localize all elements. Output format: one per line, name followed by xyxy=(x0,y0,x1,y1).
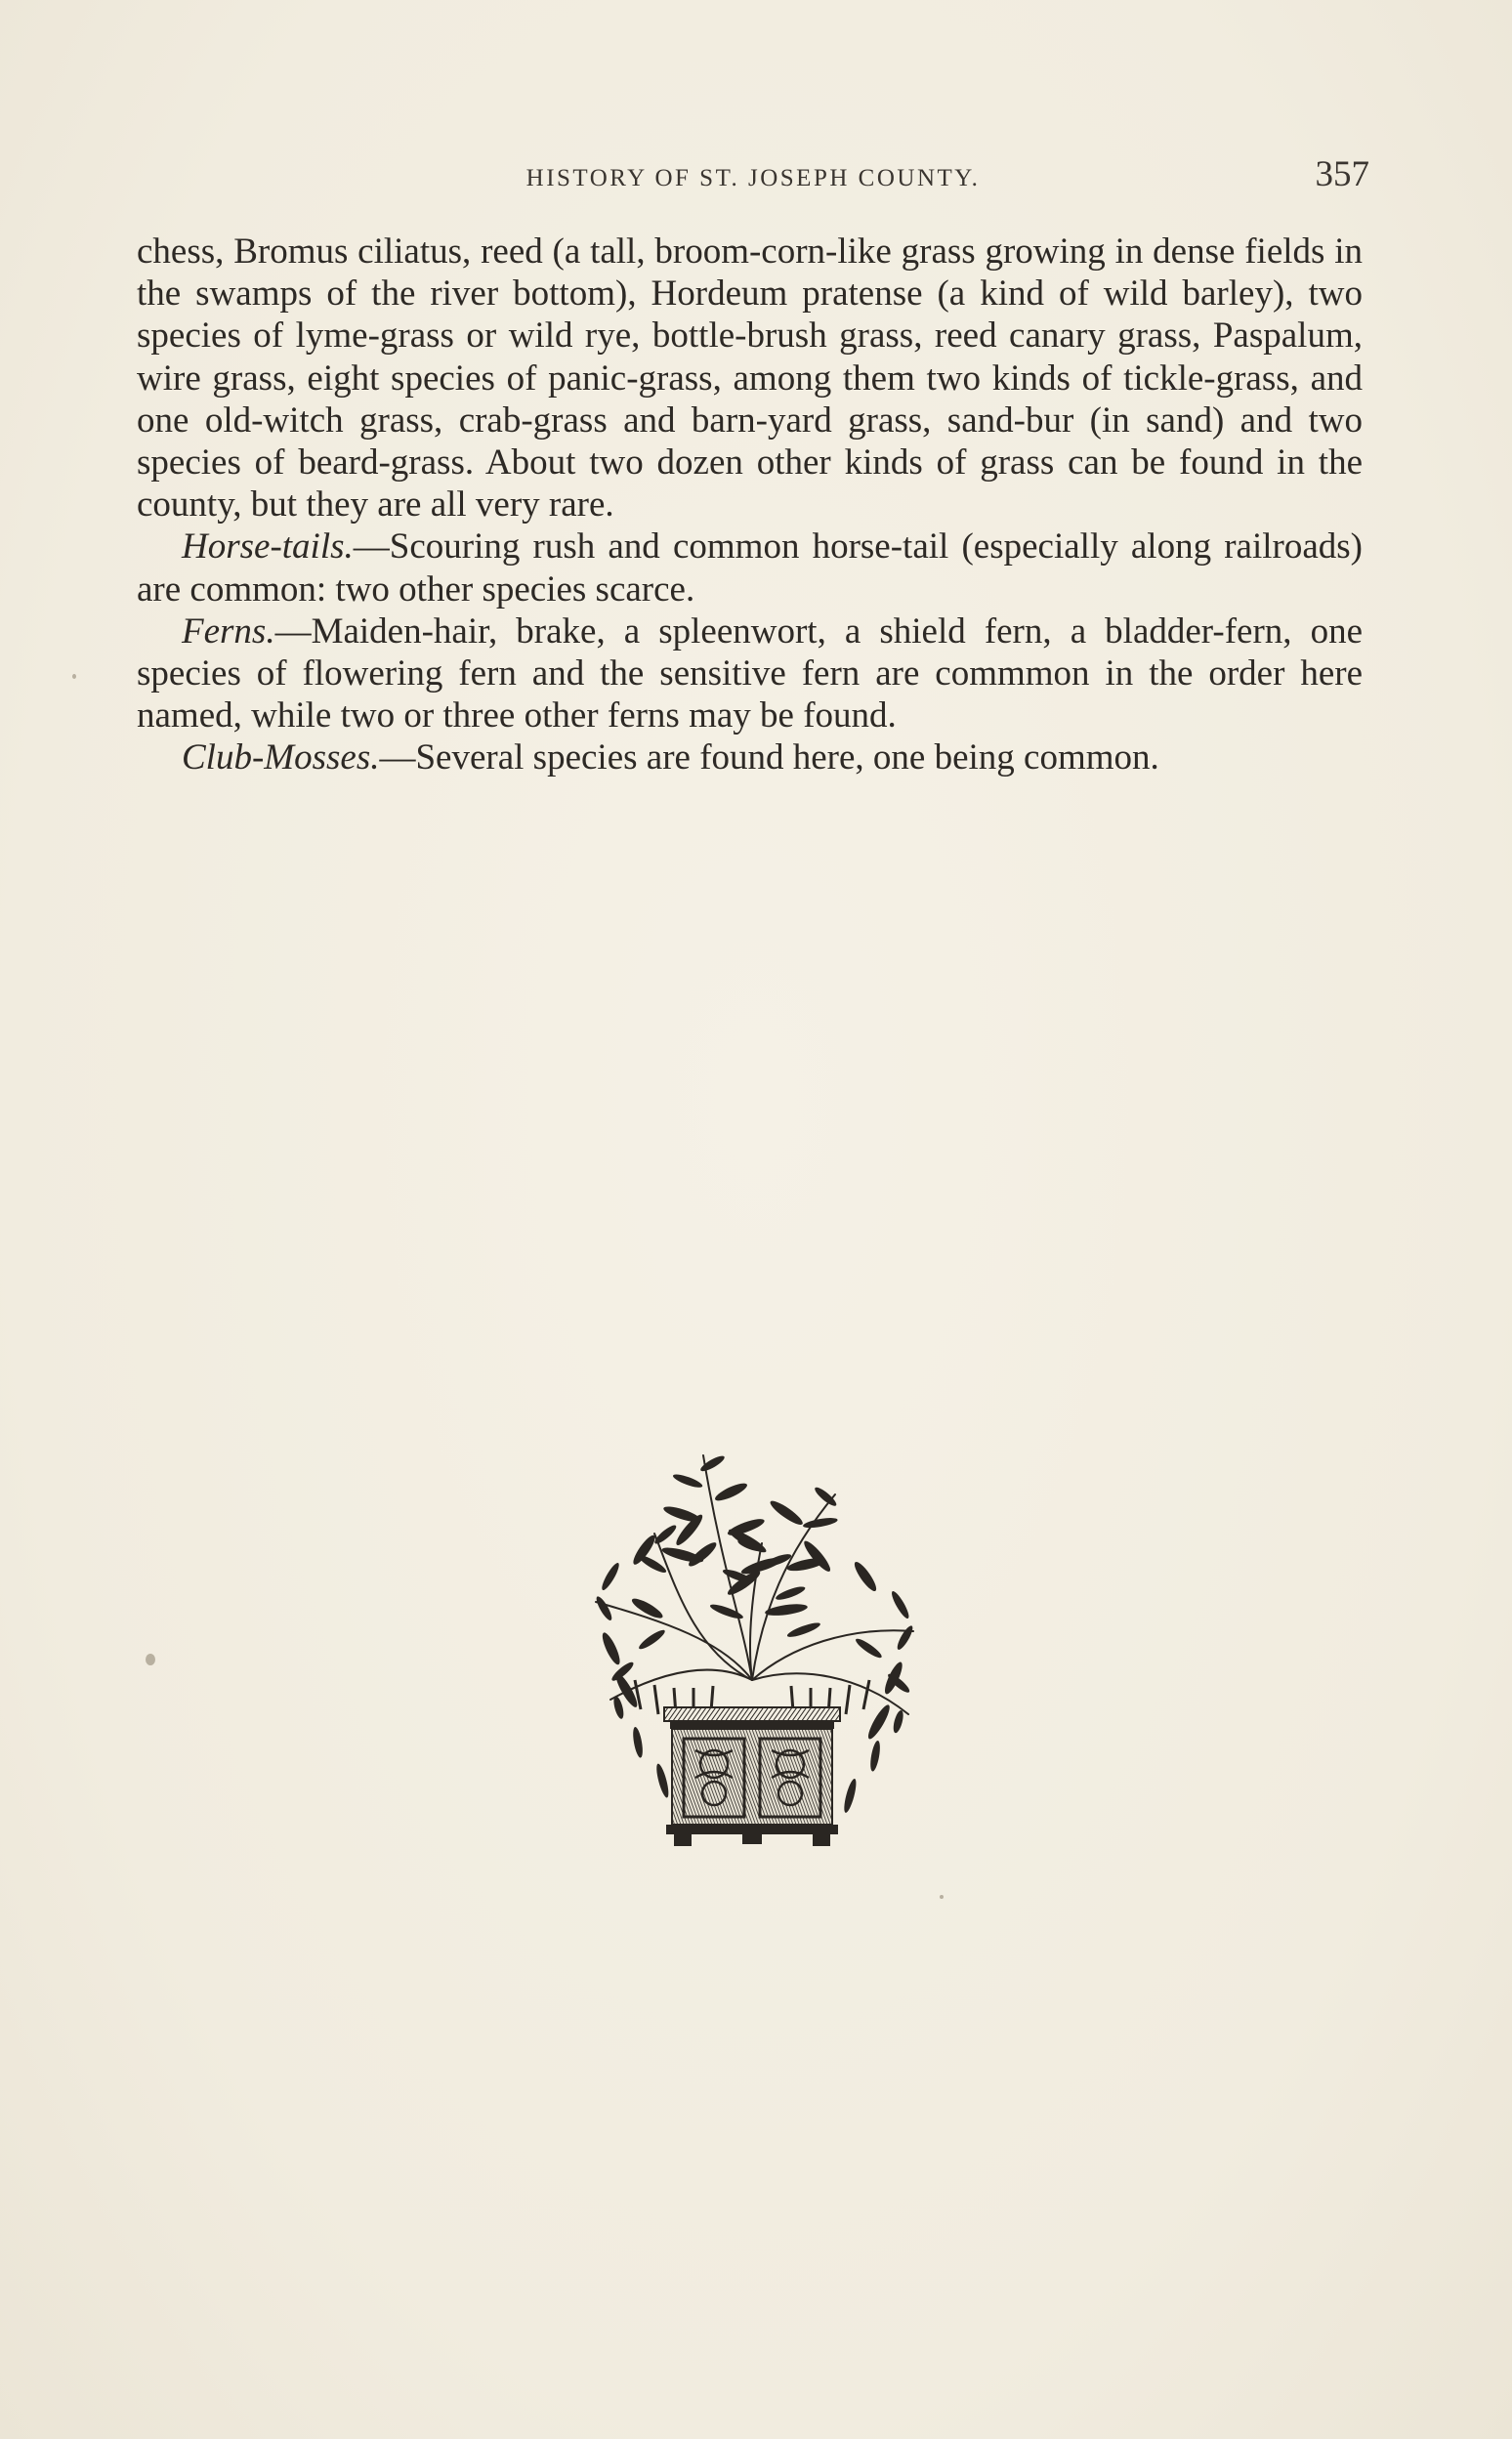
horse-tails-text: —Scouring rush and common horse-tail (especially along railroads) are common: two other species scarce. xyxy=(137,526,1363,610)
potted-fern-engraving-icon xyxy=(576,1436,928,1856)
paragraph-grasses-text: chess, Bromus ciliatus, reed (a tall, broom-corn-like grass growing in dense fields in the swamps of the river bottom), Hordeum pratense (a kind of wild barley), two species of lyme-grass or wild rye, bottle-brush grass, reed canary grass, Paspalum, wire grass, eight species of panic-grass, among them two kinds of tickle-grass, and one old-witch grass, crab-grass and barn-yard grass, sand-bur (in sand) and two species of beard-grass. About two dozen other kinds of grass can be found in the county, but they are all very rare. xyxy=(137,231,1363,526)
page-number: 357 xyxy=(1315,154,1369,194)
ferns-heading: Ferns. xyxy=(182,610,275,652)
body-text xyxy=(137,231,1363,779)
running-title: HISTORY OF ST. JOSEPH COUNTY. xyxy=(525,165,981,191)
paragraph-club-mosses xyxy=(137,736,1363,778)
paper-speck xyxy=(146,1654,155,1665)
paragraph-grasses xyxy=(137,231,1363,526)
club-mosses-text: —Several species are found here, one being common. xyxy=(379,737,1159,778)
paper-speck xyxy=(940,1895,944,1899)
running-head xyxy=(137,151,1369,200)
paragraph-ferns xyxy=(137,610,1363,737)
horse-tails-heading: Horse-tails. xyxy=(182,526,354,568)
club-mosses-heading: Club-Mosses. xyxy=(182,737,380,778)
ferns-text: —Maiden-hair, brake, a spleenwort, a shield fern, a bladder-fern, one species of flowering fern and the sensitive fern are commmon in the order here named, while two or three other ferns may be found. xyxy=(137,610,1363,736)
paragraph-horse-tails xyxy=(137,526,1363,610)
paper-speck xyxy=(72,674,76,679)
